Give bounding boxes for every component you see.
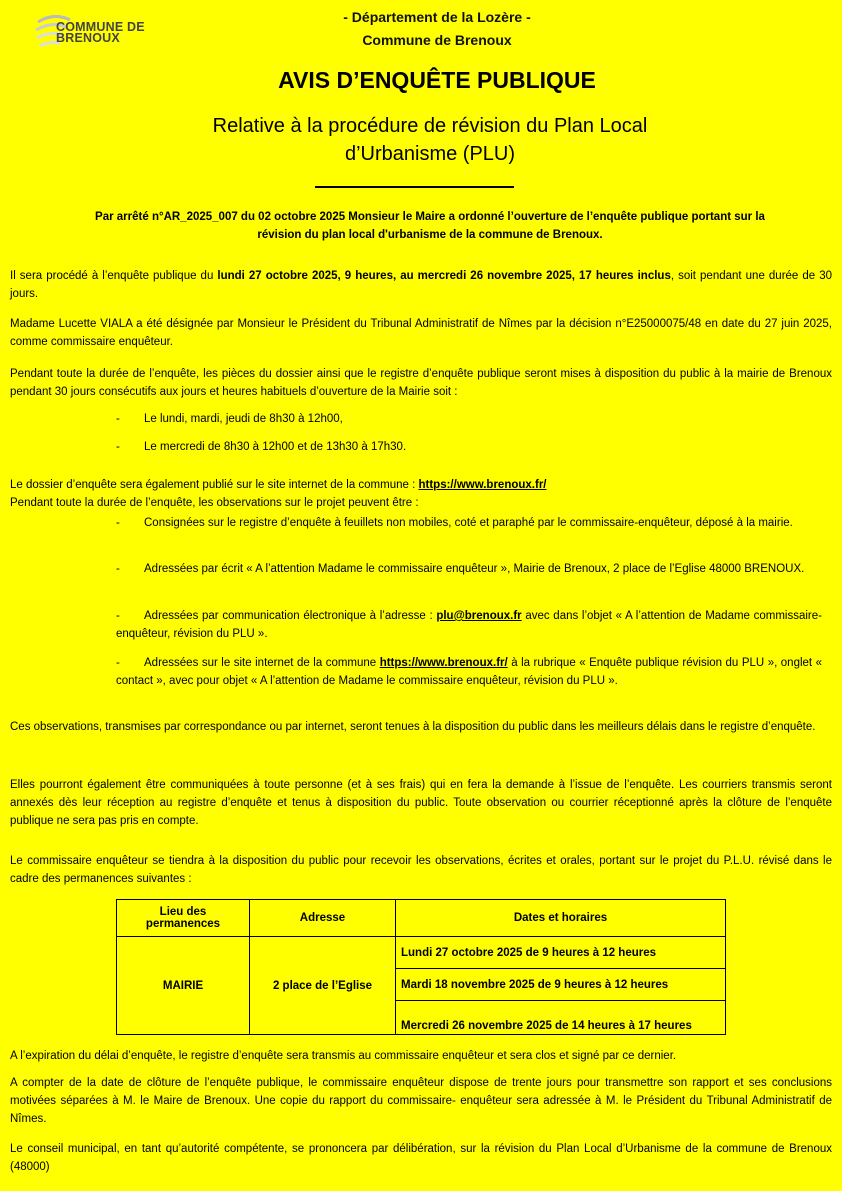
observation-item: - Adressées sur le site internet de la commune https://www.brenoux.fr/ à la rubrique « Enquête publique révision du PLU », onglet « contact », avec pour objet « A l’attention de Madame le commissaire enquêteur, révision du PLU ». (116, 657, 822, 687)
observation-item: - Consignées sur le registre d’enquête à feuillets non mobiles, coté et paraphé par le commissaire-enquêteur, déposé à la mairie. (116, 517, 793, 529)
date-cell: Mercredi 26 novembre 2025 de 14 heures à 17 heures (396, 1001, 726, 1035)
permanences-table (116, 899, 726, 1035)
enquiry-period-paragraph: Il sera procédé à l’enquête publique du lundi 27 octobre 2025, 9 heures, au mercredi 26 novembre 2025, 17 heures inclus, soit pendant une durée de 30 jours. (10, 270, 832, 300)
communication-paragraph: Elles pourront également être communiquées à toute personne (et à ses frais) qui en fera la demande à l’issue de l’enquête. Les courriers transmis seront annexés dès leur réception au registre d’enquête et tenus à disposition du public. Toute observation ou courrier réceptionné après la clôture de l’enquête publique ne sera pas pris en compte. (10, 779, 832, 827)
observations-paragraph: Ces observations, transmises par correspondance ou par internet, seront tenues à la disposition du public dans les meilleurs délais dans le registre d’enquête. (10, 721, 816, 733)
council-paragraph: Le conseil municipal, en tant qu’autorité compétente, se prononcera par délibération, sur la révision du Plan Local d’Urbanisme de la commune de Brenoux (48000) (10, 1143, 832, 1173)
department-header: - Département de la Lozère - (343, 9, 531, 25)
logo-line-1: COMMUNE DE (56, 20, 145, 34)
table-header-row (117, 900, 726, 937)
website-link[interactable]: https://www.brenoux.fr/ (418, 479, 547, 491)
page-title: AVIS D’ENQUÊTE PUBLIQUE (278, 67, 596, 93)
address-cell: 2 place de l’Eglise (250, 937, 396, 1035)
table-row (117, 937, 726, 969)
place-cell: MAIRIE (117, 937, 250, 1035)
logo-line-2: BRENOUX (56, 31, 120, 45)
email-link[interactable]: plu@brenoux.fr (436, 610, 522, 622)
decree-lead: Par arrêté n°AR_2025_007 du 02 octobre 2025 Monsieur le Maire a ordonné l’ouverture de l’enquête publique portant sur la révision du plan local d'urbanisme de la commune de Brenoux. (95, 211, 765, 241)
dossier-paragraph: Le dossier d’enquête sera également publié sur le site internet de la commune : https://www.brenoux.fr/ (10, 479, 547, 491)
observation-item: - Adressées par écrit « A l’attention Madame le commissaire enquêteur », Mairie de Brenoux, 2 place de l’Eglise 48000 BRENOUX. (116, 563, 805, 575)
page-subtitle: Relative à la procédure de révision du Plan Local d’Urbanisme (PLU) (212, 115, 648, 165)
hours-item: - Le mercredi de 8h30 à 12h00 et de 13h30 à 17h30. (116, 441, 407, 453)
website-link[interactable]: https://www.brenoux.fr/ (379, 657, 508, 669)
column-header: Dates et horaires (396, 900, 726, 937)
title-divider (315, 186, 514, 188)
file-availability-paragraph: Pendant toute la durée de l’enquête, les pièces du dossier ainsi que le registre d’enquête publique seront mises à disposition du public à la mairie de Brenoux pendant 30 jours consécutifs aux jours et heures habituels d’ouverture de la Mairie soit : (10, 368, 832, 398)
date-cell: Mardi 18 novembre 2025 de 9 heures à 12 heures (396, 969, 726, 1001)
date-cell: Lundi 27 octobre 2025 de 9 heures à 12 heures (396, 937, 726, 969)
observations-intro: Pendant toute la durée de l’enquête, les observations sur le projet peuvent être : (10, 497, 419, 509)
report-paragraph: A compter de la date de clôture de l’enquête publique, le commissaire enquêteur dispose de trente jours pour transmettre son rapport et ses conclusions motivées séparées à M. le Maire de Brenoux. Une copie du rapport du commissaire- enquêteur sera adressée à M. le Président du Tribunal Administratif de Nîmes. (10, 1077, 832, 1125)
permanences-paragraph: Le commissaire enquêteur se tiendra à la disposition du public pour recevoir les observations, écrites et orales, portant sur le projet du P.L.U. révisé dans le cadre des permanences suivantes : (10, 855, 832, 885)
column-header: Lieu des permanences (117, 900, 250, 937)
commune-header: Commune de Brenoux (362, 32, 512, 48)
commissioner-paragraph: Madame Lucette VIALA a été désignée par Monsieur le Président du Tribunal Administratif de Nîmes par la décision n°E25000075/48 en date du 27 juin 2025, comme commissaire enquêteur. (10, 318, 832, 348)
observation-item: - Adressées par communication électronique à l’adresse : plu@brenoux.fr avec dans l’objet « A l’attention de Madame commissaire-enquêteur, révision du PLU ». (116, 610, 822, 640)
closure-paragraph: A l’expiration du délai d’enquête, le registre d’enquête sera transmis au commissaire enquêteur et sera clos et signé par ce dernier. (10, 1050, 677, 1062)
hours-item: - Le lundi, mardi, jeudi de 8h30 à 12h00, (116, 413, 343, 425)
column-header: Adresse (250, 900, 396, 937)
